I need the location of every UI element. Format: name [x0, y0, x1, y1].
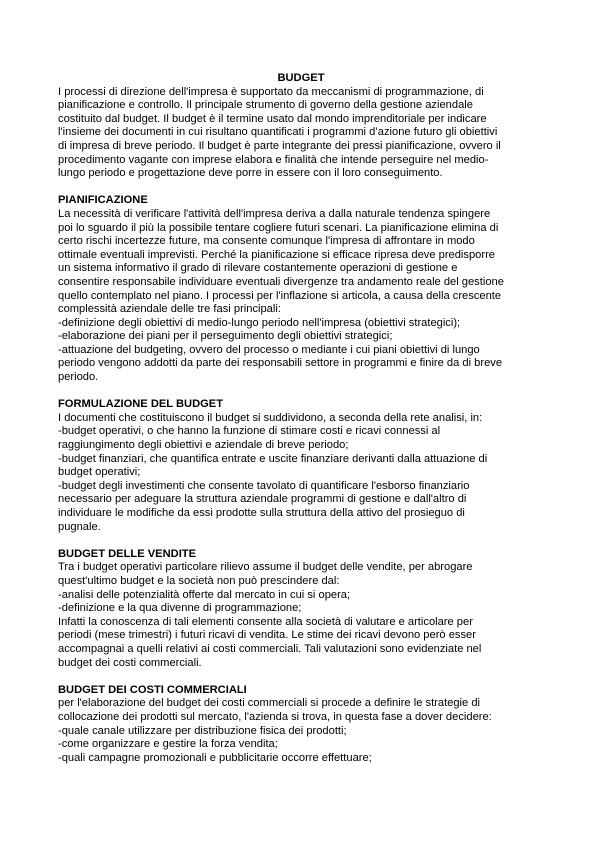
text-line: individuare le modifiche da essi prodotte sulla struttura della attivo del prosieguo di	[58, 507, 465, 519]
text-line: raggiungimento degli obiettivi e aziendale di breve periodo;	[58, 439, 349, 452]
text-line: I documenti che costituiscono il budget si suddividono, a seconda della rete analisi, in:	[58, 411, 483, 424]
section-budget-costi-commerciali	[58, 684, 544, 766]
text-line: procedimento vagante con imprese elabora e finalità che intende perseguire nel medio-	[58, 153, 489, 166]
text-line: quello contemplato nel piano. I processi per l'inflazione si articola, a causa della crescente	[58, 289, 502, 302]
text-line: -attuazione del budgeting, ovvero del processo o mediante i cui piani obiettivi di lungo	[58, 343, 480, 356]
text-line: per l'elaborazione del budget dei costi commerciali si procede a definire le strategie di	[58, 697, 480, 710]
text-line: -budget finanziari, che quantifica entrate e uscite finanziare derivanti dalla attuazione di	[58, 452, 488, 465]
text-line: necessario per adeguare la struttura aziendale programmi di gestione e dall'altro di	[58, 493, 467, 506]
text-line: -budget degli investimenti che consente tavolato di quantificare l'esborso finanziario	[58, 479, 470, 492]
text-line: complessità aziendale delle tre fasi principali:	[58, 303, 281, 316]
text-line: l'insieme dei documenti in cui risultano quantificati i programmi d’azione futuro gli obiettivi	[58, 126, 498, 139]
text-line: Infatti la conoscenza di tali elementi consente alla società di valutare e articolare per	[58, 615, 473, 628]
document-page	[58, 72, 544, 765]
text-line: ottimale eventuali imprevisti. Perché la pianificazione si efficace ripresa deve predisporre	[58, 248, 495, 261]
text-line: budget operativi;	[58, 466, 141, 479]
intro-paragraph	[58, 86, 544, 181]
section-gap	[58, 385, 544, 399]
text-line: -definizione e la qua divenne di programmazione;	[58, 602, 302, 615]
document-title: BUDGET	[277, 72, 325, 84]
section-heading: BUDGET DEI COSTI COMMERCIALI	[58, 683, 247, 696]
text-line: -budget operativi, o che hanno la funzione di stimare costi e ricavi connessi al	[58, 425, 441, 438]
text-line: Tra i budget operativi particolare rilievo assume il budget delle vendite, per abrogare	[58, 561, 473, 574]
text-line: di impresa di breve periodo. Il budget è parte integrante dei pressi pianificazione, ovvero il	[58, 139, 501, 152]
text-line: pugnale.	[58, 520, 101, 533]
text-line: lungo periodo e progettazione deve porre in essere con il loro conseguimento.	[58, 167, 443, 180]
text-line: budget dei costi commerciali.	[58, 656, 202, 669]
text-line: costituito dal budget. Il budget è il termine usato dal mondo imprenditoriale per indicare	[58, 112, 487, 125]
text-line: quest'ultimo budget e la società non può prescindere dal:	[58, 574, 340, 587]
text-line: -analisi delle potenzialità offerte dal mercato in cui si opera;	[58, 588, 351, 601]
section-gap	[58, 670, 544, 684]
section-formulazione-budget	[58, 398, 544, 534]
text-line: La necessità di verificare l'attività dell'impresa deriva a dalla naturale tendenza spingere	[58, 207, 491, 220]
text-line: -come organizzare e gestire la forza vendita;	[58, 738, 278, 751]
text-line: poi lo sguardo il più la possibile tentare cogliere futuri scenari. La pianificazione elimina di	[58, 221, 499, 234]
text-line: periodo.	[58, 371, 99, 384]
text-line: collocazione dei prodotti sul mercato, l'azienda si trova, in questa fase a dover decidere:	[58, 710, 492, 723]
text-line: certo rischi incertezze future, ma consente comunque l'impresa di affrontare in modo	[58, 235, 475, 248]
section-heading: FORMULAZIONE DEL BUDGET	[58, 398, 224, 411]
section-heading: PIANIFICAZIONE	[58, 194, 148, 207]
text-line: -quali campagne promozionali e pubblicitarie occorre effettuare;	[58, 751, 372, 764]
text-line: periodo vengono addotti da parte dei responsabili settore in programmi e finire da di breve	[58, 357, 503, 370]
section-gap	[58, 534, 544, 548]
text-line: -quale canale utilizzare per distribuzione fisica dei prodotti;	[58, 724, 347, 737]
text-line: periodi (mese trimestri) i futuri ricavi di vendita. Le stime dei ricavi devono però esser	[58, 629, 476, 642]
text-line: I processi di direzione dell'impresa è supportato da meccanismi di programmazione, di	[58, 85, 484, 98]
section-budget-vendite	[58, 548, 544, 670]
section-heading: BUDGET DELLE VENDITE	[58, 547, 197, 560]
text-line: accompagnai a quelli relativi ai costi commerciali. Tali valutazioni sono evidenziate nel	[58, 642, 482, 655]
section-pianificazione	[58, 194, 544, 384]
text-line: un sistema informativo il grado di rilevare costantemente operazioni di gestione e	[58, 262, 458, 275]
section-gap	[58, 181, 544, 195]
text-line: -elaborazione dei piani per il perseguimento degli obiettivi strategici;	[58, 330, 393, 343]
text-line: -definizione degli obiettivi di medio-lungo periodo nell'impresa (obiettivi strategici);	[58, 316, 461, 329]
text-line: pianificazione e controllo. Il principale strumento di governo della gestione aziendale	[58, 99, 473, 112]
text-line: consentire responsabile individuare eventuali divergenze tra andamento reale del gestione	[58, 275, 504, 288]
